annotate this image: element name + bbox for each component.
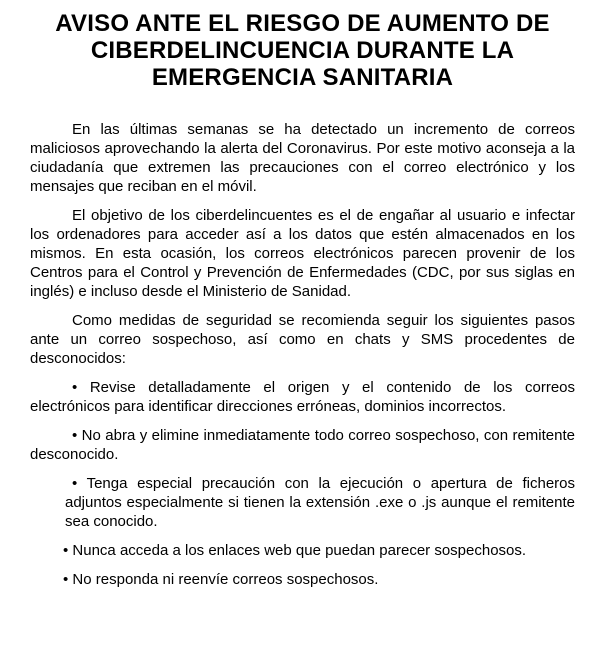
paragraph-intro: En las últimas semanas se ha detectado un incremento de correos maliciosos aprovechando la alerta del Coronavirus. Por este motivo aconseja a la ciudadanía que extremen las precauciones con el correo electrónico y los mensajes que reciban en el móvil.: [30, 121, 575, 195]
paragraph-measures: Como medidas de seguridad se recomienda seguir los siguientes pasos ante un correo sospechoso, así como en chats y SMS procedentes de desconocidos:: [30, 312, 575, 367]
title-line-3: EMERGENCIA SANITARIA: [151, 64, 454, 91]
page-title: [30, 10, 575, 91]
paragraph-objective: El objetivo de los ciberdelincuentes es el de engañar al usuario e infectar los ordenadores para acceder así a los datos que estén almacenados en los mismos. En esta ocasión, los correos electrónicos parecen provenir de los Centros para el Control y Prevención de Enfermedades (CDC, por sus siglas en inglés) e incluso desde el Ministerio de Sanidad.: [30, 207, 575, 300]
document-body: [30, 120, 575, 589]
bullet-attachments-caution: • Tenga especial precaución con la ejecución o apertura de ficheros adjuntos especialmente si tienen la extensión .exe o .js aunque el remitente sea conocido.: [65, 475, 575, 530]
title-line-1: AVISO ANTE EL RIESGO DE AUMENTO DE: [55, 10, 550, 37]
bullet-delete-suspicious: • No abra y elimine inmediatamente todo correo sospechoso, con remitente desconocido.: [30, 427, 575, 463]
title-line-2: CIBERDELINCUENCIA DURANTE LA: [90, 37, 515, 64]
bullet-no-reply: • No responda ni reenvíe correos sospechosos.: [63, 571, 379, 588]
bullet-revise-origin: • Revise detalladamente el origen y el contenido de los correos electrónicos para identificar direcciones erróneas, dominios incorrectos.: [30, 379, 575, 415]
bullet-avoid-links: • Nunca acceda a los enlaces web que puedan parecer sospechosos.: [63, 542, 527, 559]
